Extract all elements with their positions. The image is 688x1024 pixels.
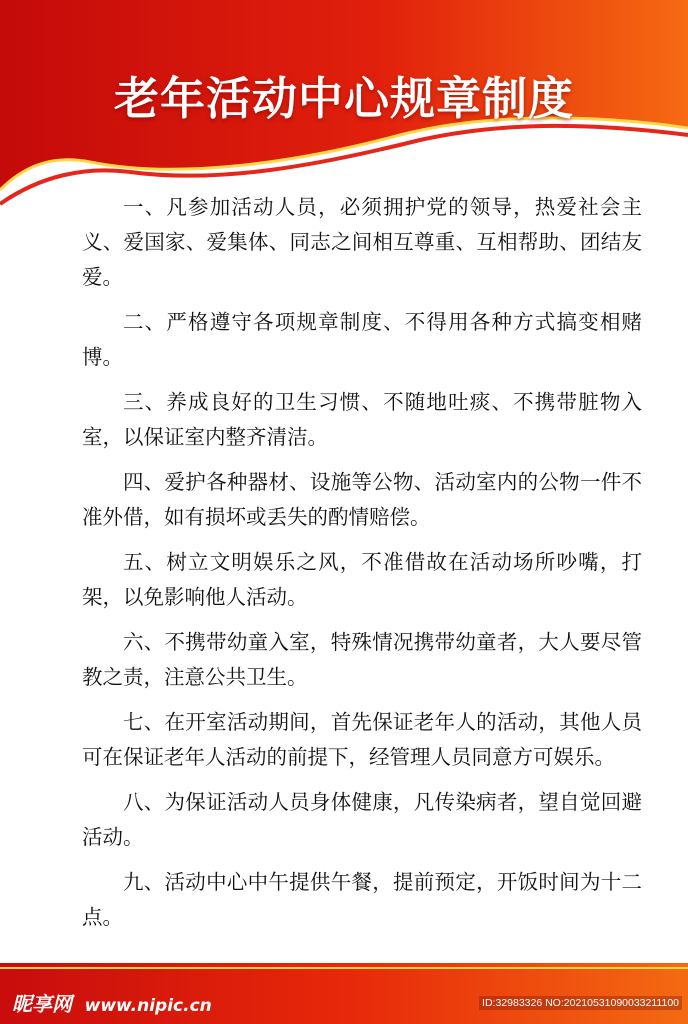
rule-item: 八、为保证活动人员身体健康，凡传染病者，望自觉回避活动。 bbox=[82, 790, 642, 849]
watermark-url: www.nipic.cn bbox=[84, 996, 212, 1016]
rule-item: 六、不携带幼童入室，特殊情况携带幼童者，大人要尽管教之责，注意公共卫生。 bbox=[82, 630, 642, 689]
rule-item: 二、严格遵守各项规章制度、不得用各种方式搞变相赌博。 bbox=[82, 310, 642, 369]
rule-item: 四、爱护各种器材、设施等公物、活动室内的公物一件不准外借，如有损坏或丢失的酌情赔偿。 bbox=[82, 470, 642, 529]
image-id-label: ID:32983326 NO:20210531090033211100 bbox=[479, 996, 682, 1010]
page-title: 老年活动中心规章制度 bbox=[113, 72, 574, 125]
footer-divider bbox=[0, 967, 688, 969]
watermark bbox=[12, 988, 212, 1017]
rule-item: 九、活动中心中午提供午餐，提前预定，开饭时间为十二点。 bbox=[82, 870, 642, 929]
rule-item: 三、养成良好的卫生习惯、不随地吐痰、不携带脏物入室，以保证室内整齐清洁。 bbox=[82, 390, 642, 449]
rules-list bbox=[82, 190, 642, 945]
rule-item: 一、凡参加活动人员，必须拥护党的领导，热爱社会主义、爱国家、爱集体、同志之间相互尊重、互相帮助、团结友爱。 bbox=[82, 195, 642, 289]
rule-item: 七、在开室活动期间，首先保证老年人的活动，其他人员可在保证老年人活动的前提下，经管理人员同意方可娱乐。 bbox=[82, 710, 642, 769]
watermark-brand: 昵享网 bbox=[12, 992, 72, 1016]
rule-item: 五、树立文明娱乐之风，不准借故在活动场所吵嘴，打架，以免影响他人活动。 bbox=[82, 550, 642, 609]
